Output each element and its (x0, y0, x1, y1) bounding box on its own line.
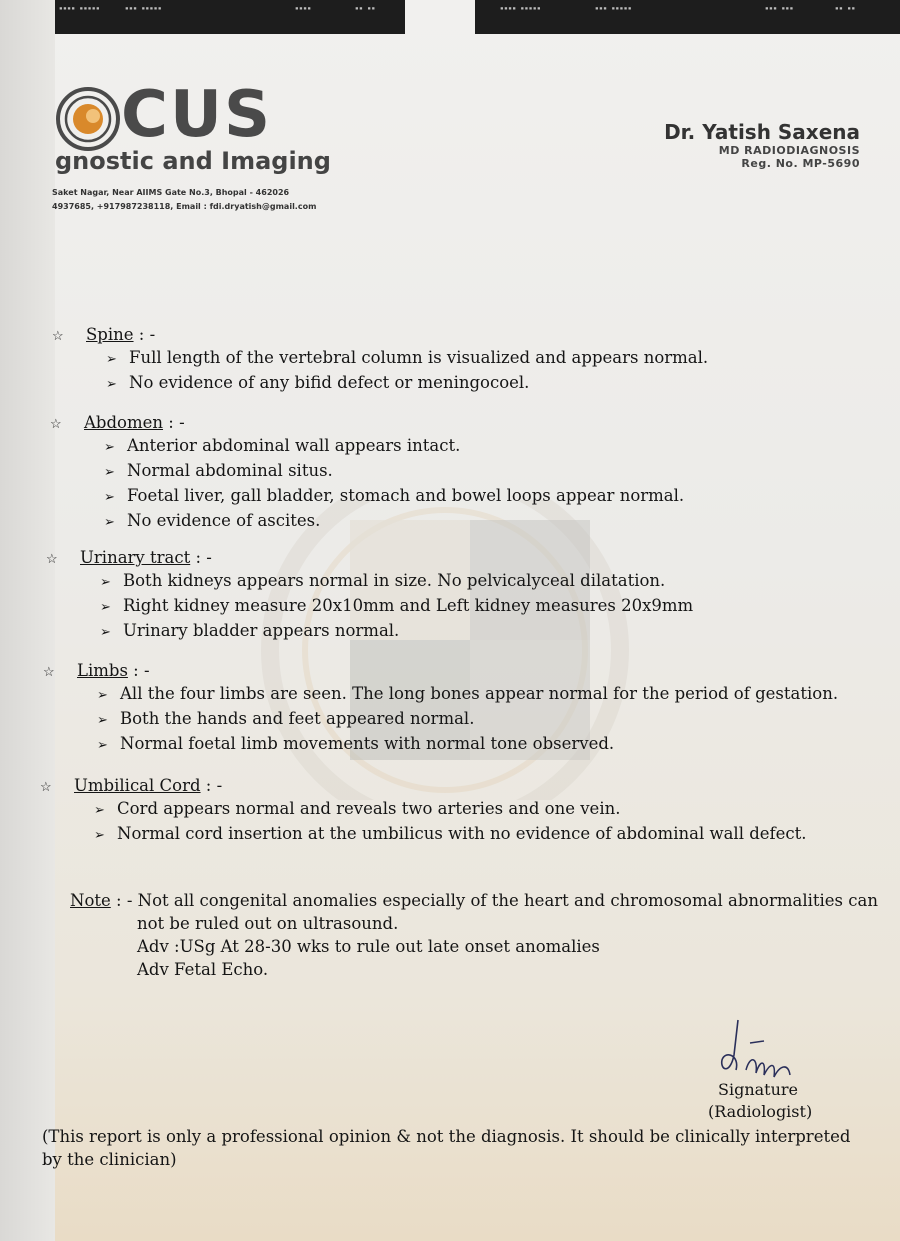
arrow-icon: ➢ (104, 465, 115, 480)
section-heading (46, 548, 693, 567)
finding-item (94, 797, 807, 822)
arrow-icon: ➢ (106, 352, 117, 367)
finding-item (100, 594, 693, 619)
finding-item (104, 484, 684, 509)
note-label: Note (70, 891, 111, 910)
arrow-icon: ➢ (97, 688, 108, 703)
note-line: not be ruled out on ultrasound. (137, 914, 399, 933)
section-title-suffix: : - (190, 548, 212, 567)
finding-text: All the four limbs are seen. The long bones appear normal for the period of gestation. (120, 684, 839, 703)
arrow-icon: ➢ (97, 738, 108, 753)
finding-text: Both the hands and feet appeared normal. (120, 709, 475, 728)
finding-text: Both kidneys appears normal in size. No pelvicalyceal dilatation. (123, 571, 666, 590)
logo-lens-icon (55, 86, 121, 152)
section-title: Umbilical Cord (74, 776, 201, 795)
note-text: : - Not all congenital anomalies especially of the heart and chromosomal abnormalities can (110, 891, 878, 910)
doctor-qualification: MD RADIODIAGNOSIS (718, 144, 860, 157)
scan-label-strip-right: ▪▪▪▪ ▪▪▪▪▪ ▪▪▪ ▪▪▪▪▪ ▪▪▪ ▪▪▪ ▪▪ ▪▪ (475, 0, 900, 34)
arrow-icon: ➢ (94, 828, 105, 843)
finding-text: Normal foetal limb movements with normal tone observed. (120, 734, 615, 753)
finding-text: Full length of the vertebral column is visualized and appears normal. (129, 348, 709, 367)
star-icon: ☆ (40, 780, 52, 795)
section-umbilical-cord (40, 776, 807, 847)
section-heading (50, 413, 684, 432)
advice-line: Adv :USg At 28-30 wks to rule out late onset anomalies (137, 937, 600, 956)
section-title: Urinary tract (80, 548, 191, 567)
star-icon: ☆ (52, 329, 64, 344)
section-heading (43, 661, 838, 680)
arrow-icon: ➢ (104, 490, 115, 505)
arrow-icon: ➢ (104, 515, 115, 530)
clinic-logo-text: CUS (121, 78, 273, 152)
section-title: Limbs (77, 661, 128, 680)
arrow-icon: ➢ (100, 625, 111, 640)
star-icon: ☆ (43, 665, 55, 680)
finding-text: Cord appears normal and reveals two arteries and one vein. (117, 799, 621, 818)
star-icon: ☆ (46, 552, 58, 567)
finding-item (97, 732, 838, 757)
findings-list (100, 569, 693, 644)
arrow-icon: ➢ (100, 600, 111, 615)
note-line (70, 889, 878, 912)
star-icon: ☆ (50, 417, 62, 432)
section-heading (40, 776, 807, 795)
signature-role: (Radiologist) (708, 1102, 813, 1121)
section-heading (52, 325, 708, 344)
finding-item (104, 434, 684, 459)
section-title-suffix: : - (133, 325, 156, 344)
doctor-registration: Reg. No. MP-5690 (741, 157, 860, 170)
clinic-contact: 4937685, +917987238118, Email : fdi.dryatish@gmail.com (52, 202, 317, 211)
section-title-suffix: : - (163, 413, 185, 432)
section-title: Abdomen (84, 413, 164, 432)
doctor-name: Dr. Yatish Saxena (664, 120, 860, 144)
arrow-icon: ➢ (97, 713, 108, 728)
arrow-icon: ➢ (104, 440, 115, 455)
section-abdomen (50, 413, 684, 534)
finding-text: No evidence of any bifid defect or meningocoel. (129, 373, 530, 392)
section-spine (52, 325, 708, 396)
findings-list (97, 682, 838, 757)
finding-item (104, 509, 684, 534)
finding-text: Urinary bladder appears normal. (123, 621, 400, 640)
clinic-address: Saket Nagar, Near AIIMS Gate No.3, Bhopal - 462026 (52, 188, 290, 197)
finding-text: Foetal liver, gall bladder, stomach and bowel loops appear normal. (127, 486, 685, 505)
findings-list (94, 797, 807, 847)
finding-text: No evidence of ascites. (127, 511, 321, 530)
findings-list (104, 434, 684, 534)
finding-item (97, 707, 838, 732)
signature-label: Signature (718, 1080, 799, 1099)
finding-item (100, 569, 693, 594)
finding-item (94, 822, 807, 847)
arrow-icon: ➢ (94, 803, 105, 818)
scan-label-strip-left: ▪▪▪▪ ▪▪▪▪▪ ▪▪▪ ▪▪▪▪▪ ▪▪▪▪ ▪▪ ▪▪ (55, 0, 405, 34)
finding-text: Right kidney measure 20x10mm and Left kidney measures 20x9mm (123, 596, 694, 615)
finding-item (97, 682, 838, 707)
report-disclaimer: (This report is only a professional opinion & not the diagnosis. It should be clinically interpreted by the clinician) (42, 1127, 851, 1169)
section-title-suffix: : - (127, 661, 150, 680)
arrow-icon: ➢ (100, 575, 111, 590)
doctor-info (664, 120, 860, 170)
finding-item (104, 459, 684, 484)
arrow-icon: ➢ (106, 377, 117, 392)
section-title: Spine (86, 325, 134, 344)
section-urinary-tract (46, 548, 693, 644)
advice-line: Adv Fetal Echo. (137, 960, 269, 979)
finding-item (106, 346, 708, 371)
finding-item (100, 619, 693, 644)
section-limbs (43, 661, 838, 757)
findings-list (106, 346, 708, 396)
finding-text: Anterior abdominal wall appears intact. (127, 436, 461, 455)
note-block (70, 889, 878, 981)
finding-text: Normal abdominal situs. (127, 461, 333, 480)
finding-item (106, 371, 708, 396)
finding-text: Normal cord insertion at the umbilicus with no evidence of abdominal wall defect. (117, 824, 807, 843)
clinic-subtitle: gnostic and Imaging (55, 147, 331, 175)
section-title-suffix: : - (200, 776, 223, 795)
